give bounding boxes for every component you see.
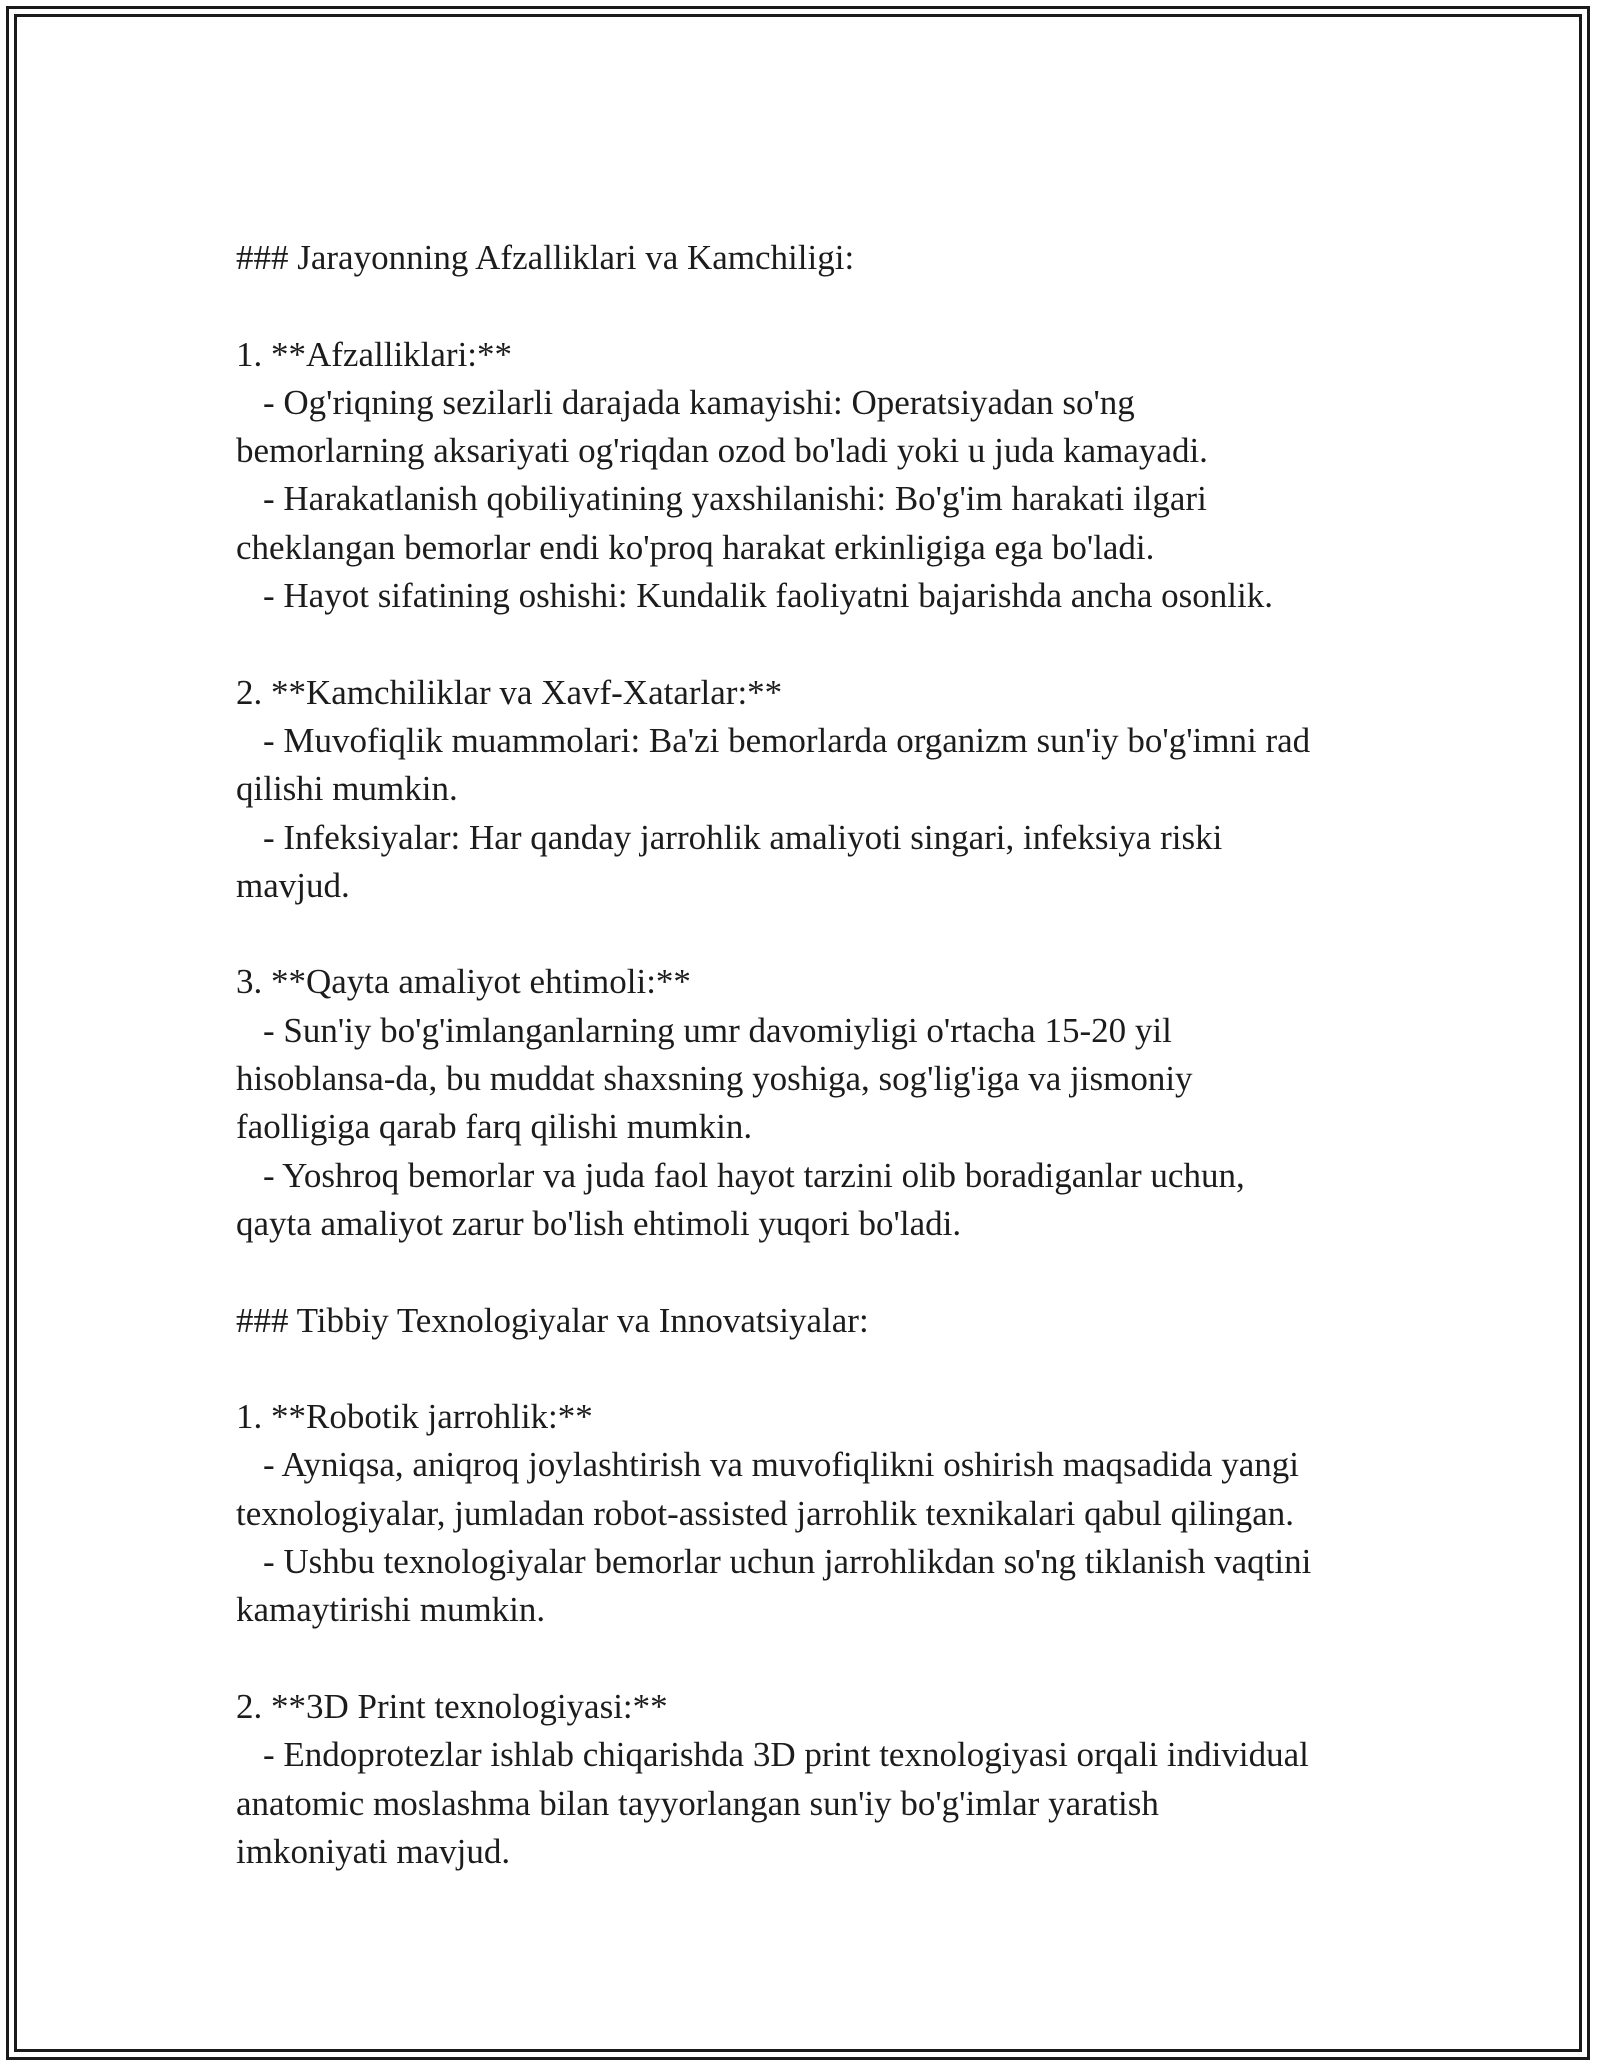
blank-line	[236, 1345, 1396, 1393]
text-line: anatomic moslashma bilan tayyorlangan sun'iy bo'g'imlar yaratish	[236, 1783, 1159, 1823]
text-line: - Harakatlanish qobiliyatining yaxshilanishi: Bo'g'im harakati ilgari	[263, 479, 1207, 519]
text-line: ### Jarayonning Afzalliklari va Kamchiligi:	[236, 238, 855, 277]
text-line: - Muvofiqlik muammolari: Ba'zi bemorlarda organizm sun'iy bo'g'imni rad	[263, 720, 1311, 760]
text-line: bemorlarning aksariyati og'riqdan ozod bo'ladi yoki u juda kamayadi.	[236, 431, 1208, 471]
blank-line	[236, 910, 1396, 958]
text-line: qilishi mumkin.	[236, 769, 458, 809]
text-line: mavjud.	[236, 865, 350, 905]
text-line: 2. **Kamchiliklar va Xavf-Xatarlar:**	[236, 672, 783, 712]
blank-line	[236, 1635, 1396, 1683]
text-line: 1. **Robotik jarrohlik:**	[236, 1397, 593, 1437]
text-line: hisoblansa-da, bu muddat shaxsning yoshiga, sog'lig'iga va jismoniy	[236, 1059, 1193, 1099]
text-line: kamaytirishi mumkin.	[236, 1590, 546, 1630]
text-line: - Infeksiyalar: Har qanday jarrohlik amaliyoti singari, infeksiya riski	[263, 817, 1223, 857]
text-line: - Sun'iy bo'g'imlanganlarning umr davomiyligi o'rtacha 15-20 yil	[263, 1010, 1172, 1050]
text-line: 2. **3D Print texnologiyasi:**	[236, 1686, 668, 1726]
text-line: - Ushbu texnologiyalar bemorlar uchun jarrohlikdan so'ng tiklanish vaqtini	[263, 1542, 1312, 1582]
text-line: - Hayot sifatining oshishi: Kundalik faoliyatni bajarishda ancha osonlik.	[263, 576, 1273, 616]
blank-line	[236, 1248, 1396, 1296]
document-body	[236, 234, 1396, 1876]
text-line: qayta amaliyot zarur bo'lish ehtimoli yuqori bo'ladi.	[236, 1203, 962, 1243]
text-line: - Yoshroq bemorlar va juda faol hayot tarzini olib boradiganlar uchun,	[263, 1155, 1245, 1195]
text-line: - Og'riqning sezilarli darajada kamayishi: Operatsiyadan so'ng	[263, 382, 1135, 422]
blank-line	[236, 282, 1396, 330]
text-line: 1. **Afzalliklari:**	[236, 334, 513, 374]
text-line: imkoniyati mavjud.	[236, 1831, 511, 1871]
text-line: - Ayniqsa, aniqroq joylashtirish va muvofiqlikni oshirish maqsadida yangi	[263, 1445, 1299, 1485]
blank-line	[236, 620, 1396, 668]
text-line: texnologiyalar, jumladan robot-assisted jarrohlik texnikalari qabul qilingan.	[236, 1493, 1295, 1533]
text-line: - Endoprotezlar ishlab chiqarishda 3D print texnologiyasi orqali individual	[263, 1735, 1309, 1775]
text-line: 3. **Qayta amaliyot ehtimoli:**	[236, 962, 691, 1002]
text-line: ### Tibbiy Texnologiyalar va Innovatsiyalar:	[236, 1300, 869, 1340]
text-line: faolligiga qarab farq qilishi mumkin.	[236, 1107, 753, 1147]
text-line: cheklangan bemorlar endi ko'proq harakat erkinligiga ega bo'ladi.	[236, 527, 1155, 567]
